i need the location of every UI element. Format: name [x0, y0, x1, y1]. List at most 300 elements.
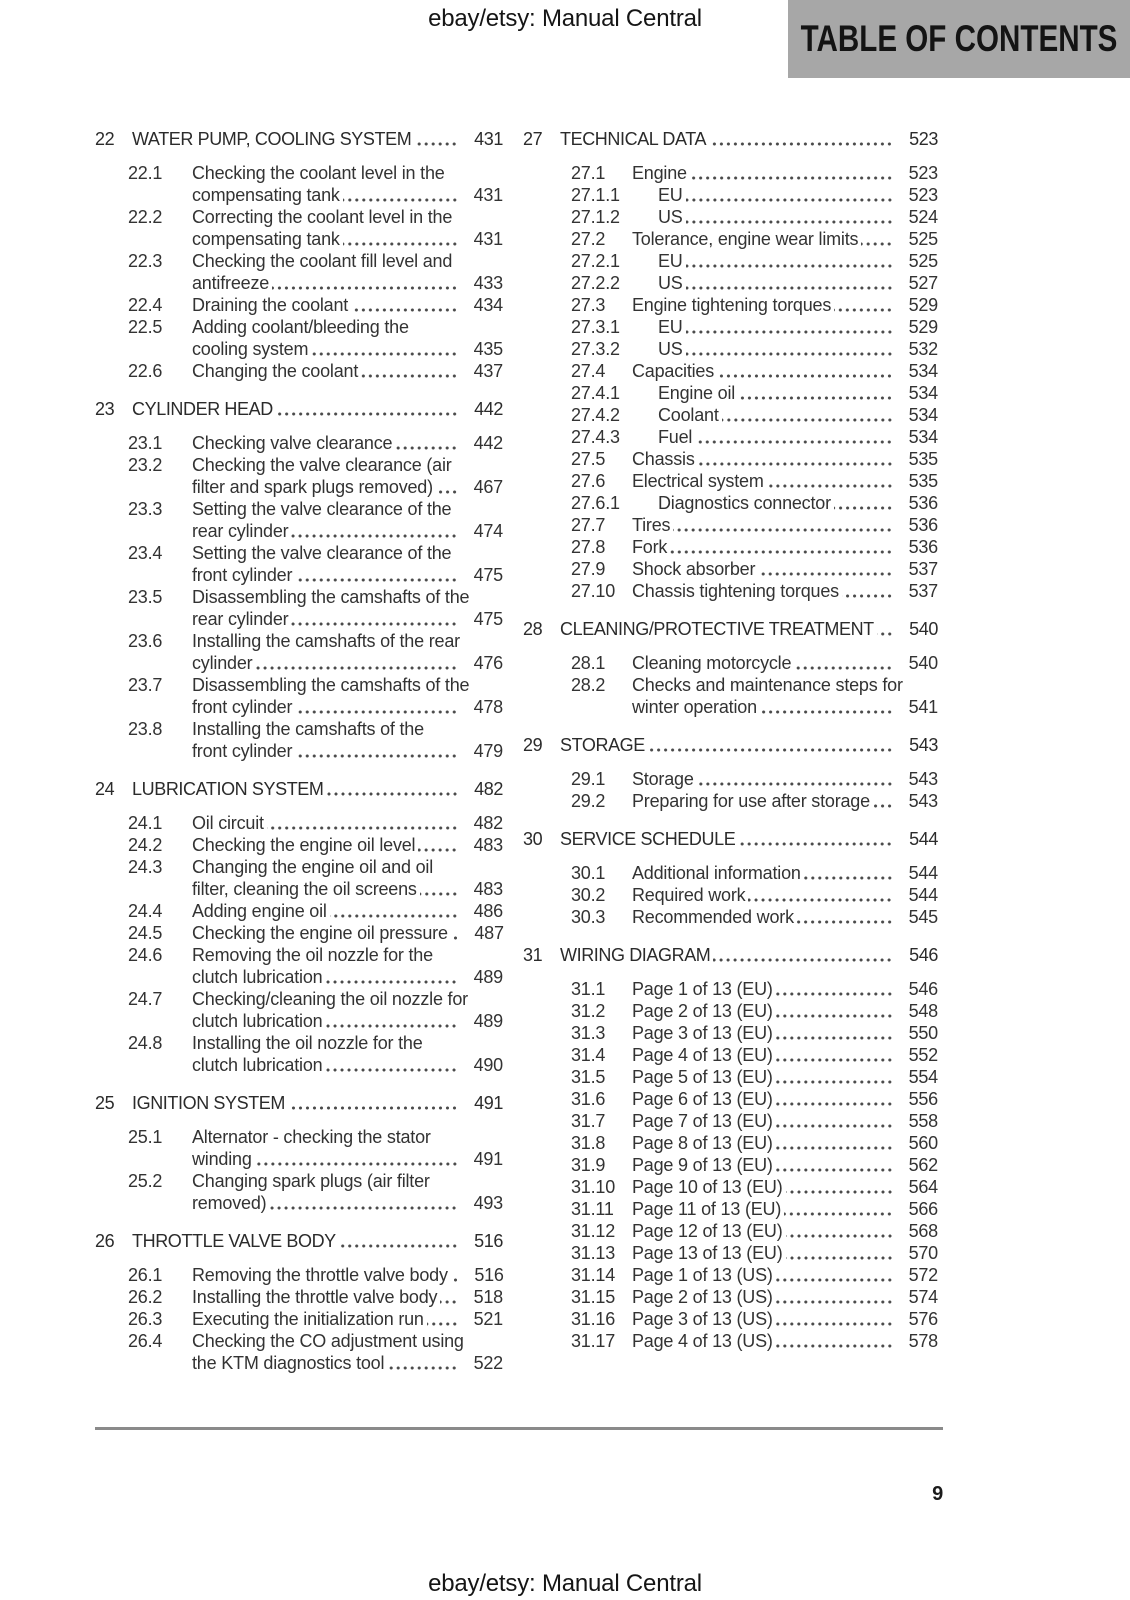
entry-title: cylinder: [192, 653, 253, 673]
entry-page-number: 475: [473, 565, 503, 585]
chapter-entries: [95, 432, 503, 762]
entry-page-number: 535: [908, 449, 938, 469]
chapter-page-number: 516: [474, 1231, 503, 1251]
toc-entry-line: [523, 1088, 938, 1110]
dot-leader: [738, 382, 893, 404]
entry-number: 28.2: [571, 675, 606, 695]
entry-number: 26.4: [128, 1331, 163, 1351]
entry-number: 23.2: [128, 455, 163, 475]
entry-title: Chassis: [632, 449, 695, 469]
chapter-24: [95, 778, 503, 1076]
dot-leader: [343, 228, 458, 250]
entry-number: [128, 520, 192, 542]
entry-page-number: 442: [473, 433, 503, 453]
entry-page-number: 467: [473, 477, 503, 497]
entry-title: Preparing for use after storage: [632, 791, 870, 811]
dot-leader: [776, 1286, 893, 1308]
chapter-heading: [95, 778, 503, 800]
entry-title: Recommended work: [632, 907, 794, 927]
chapter-heading: [523, 128, 938, 150]
chapter-title: CLEANING/PROTECTIVE TREATMENT: [560, 619, 874, 639]
entry-page-number: 552: [908, 1045, 938, 1065]
entry-page-number: 534: [908, 427, 938, 447]
toc-entry-line: [95, 1148, 503, 1170]
entry-page-number: 483: [473, 879, 503, 899]
toc-entry-line: [95, 1330, 503, 1352]
dot-leader: [288, 1092, 458, 1114]
toc-column-left: [95, 128, 503, 1374]
entry-number: [128, 608, 192, 630]
toc-entry-line: [95, 740, 503, 762]
toc-entry-line: [523, 1110, 938, 1132]
dot-leader: [440, 1286, 458, 1308]
banner-title: TABLE OF CONTENTS: [800, 18, 1118, 59]
dot-leader: [451, 1264, 459, 1286]
dot-leader: [717, 360, 893, 382]
entry-title: Oil circuit: [192, 813, 264, 833]
entry-number: 27.8: [571, 537, 606, 557]
toc-entry-line: [95, 162, 503, 184]
entry-page-number: 431: [473, 229, 503, 249]
dot-leader: [776, 1264, 893, 1286]
dot-leader: [255, 652, 458, 674]
toc-entry-line: [523, 696, 938, 718]
entry-title: Required work: [632, 885, 746, 905]
entry-page-number: 564: [908, 1177, 938, 1197]
entry-page-number: 554: [908, 1067, 938, 1087]
entry-title: Changing spark plugs (air filter: [192, 1171, 430, 1191]
toc-entry-line: [95, 608, 503, 630]
entry-page-number: 537: [908, 559, 938, 579]
entry-page-number: 532: [908, 339, 938, 359]
dot-leader: [686, 272, 893, 294]
toc-entry-line: [95, 432, 503, 454]
dot-leader: [686, 316, 893, 338]
dot-leader: [427, 1308, 458, 1330]
entry-title: compensating tank: [192, 229, 340, 249]
entry-title: Checks and maintenance steps for: [632, 675, 903, 695]
entry-number: 23.6: [128, 631, 163, 651]
entry-page-number: 550: [908, 1023, 938, 1043]
dot-leader: [267, 812, 458, 834]
entry-number: 31.4: [571, 1045, 606, 1065]
entry-page-number: 546: [908, 979, 938, 999]
entry-page-number: 434: [473, 295, 503, 315]
toc-entry-line: [95, 1010, 503, 1032]
chapter-31: [523, 944, 938, 1352]
entry-number: 26.3: [128, 1309, 163, 1329]
page-footer-text: ebay/etsy: Manual Central: [428, 1570, 702, 1597]
chapter-30: [523, 828, 938, 928]
entry-number: 29.2: [571, 791, 606, 811]
entry-title: Chassis tightening torques: [632, 581, 839, 601]
entry-title: Installing the camshafts of the rear: [192, 631, 460, 651]
chapter-entries: [95, 812, 503, 1076]
entry-number: [128, 1352, 192, 1374]
entry-number: 24.2: [128, 835, 163, 855]
dot-leader: [776, 1330, 893, 1352]
entry-title: Correcting the coolant level in the: [192, 207, 453, 227]
toc-entry-line: [95, 812, 503, 834]
chapter-page-number: 523: [909, 129, 938, 149]
toc-entry-line: [523, 1066, 938, 1088]
entry-page-number: 556: [908, 1089, 938, 1109]
chapter-entries: [95, 1126, 503, 1214]
chapter-number: 29: [523, 735, 543, 755]
dot-leader: [776, 1000, 893, 1022]
dot-leader: [325, 1010, 458, 1032]
toc-entry-line: [95, 1308, 503, 1330]
entry-title: Changing the coolant: [192, 361, 359, 381]
entry-number: 28.1: [571, 653, 606, 673]
entry-number: 27.3: [571, 295, 606, 315]
entry-page-number: 431: [473, 185, 503, 205]
entry-number: 27.9: [571, 559, 606, 579]
dot-leader: [686, 250, 893, 272]
toc-entry-line: [523, 470, 938, 492]
dot-leader: [784, 1198, 893, 1220]
entry-number: 29.1: [571, 769, 606, 789]
dot-leader: [786, 1176, 894, 1198]
entry-title: Tires: [632, 515, 671, 535]
entry-number: 27.1: [571, 163, 606, 183]
toc-entry-line: [95, 498, 503, 520]
entry-page-number: 576: [908, 1309, 938, 1329]
toc-entry-line: [95, 1170, 503, 1192]
toc-entry-line: [95, 454, 503, 476]
entry-number: 27.1.1: [571, 185, 620, 205]
dot-leader: [327, 778, 459, 800]
entry-title: Page 3 of 13 (EU): [632, 1023, 773, 1043]
dot-leader: [686, 338, 893, 360]
entry-number: 31.8: [571, 1133, 606, 1153]
entry-title: Engine oil: [658, 383, 736, 403]
toc-entry-line: [95, 542, 503, 564]
chapter-number: 23: [95, 399, 115, 419]
entry-page-number: 518: [473, 1287, 503, 1307]
toc-entry-line: [523, 1242, 938, 1264]
dot-leader: [295, 696, 458, 718]
chapter-entries: [523, 862, 938, 928]
dot-leader: [709, 128, 893, 150]
entry-number: [128, 1192, 192, 1214]
entry-number: 31.10: [571, 1177, 616, 1197]
entry-title: Executing the initialization run: [192, 1309, 424, 1329]
entry-number: [128, 564, 192, 586]
entry-title: clutch lubrication: [192, 1011, 323, 1031]
dot-leader: [776, 978, 893, 1000]
entry-number: 31.3: [571, 1023, 606, 1043]
entry-number: 23.4: [128, 543, 163, 563]
toc-entry-line: [95, 1352, 503, 1374]
entry-title: Page 12 of 13 (EU): [632, 1221, 783, 1241]
chapter-title: CYLINDER HEAD: [132, 399, 273, 419]
entry-title: Page 1 of 13 (EU): [632, 979, 773, 999]
chapter-29: [523, 734, 938, 812]
entry-title: US: [658, 273, 683, 293]
entry-title: compensating tank: [192, 185, 340, 205]
entry-number: 31.9: [571, 1155, 606, 1175]
entry-page-number: 536: [908, 515, 938, 535]
entry-title: Draining the coolant: [192, 295, 349, 315]
toc-entry-line: [523, 514, 938, 536]
chapter-heading: [95, 1092, 503, 1114]
chapter-page-number: 540: [909, 619, 938, 639]
toc-entry-line: [95, 630, 503, 652]
entry-page-number: 437: [473, 361, 503, 381]
dot-leader: [436, 476, 458, 498]
chapter-page-number: 543: [909, 735, 938, 755]
entry-title: Fuel: [658, 427, 693, 447]
chapter-heading: [95, 128, 503, 150]
entry-page-number: 522: [473, 1353, 503, 1373]
chapter-entries: [523, 652, 938, 718]
entry-number: 25.1: [128, 1127, 163, 1147]
entry-title: rear cylinder: [192, 609, 289, 629]
chapter-title: THROTTLE VALVE BODY: [132, 1231, 336, 1251]
chapter-page-number: 431: [474, 129, 503, 149]
entry-title: Page 9 of 13 (EU): [632, 1155, 773, 1175]
entry-title: Installing the camshafts of the: [192, 719, 424, 739]
entry-number: [128, 740, 192, 762]
entry-number: 31.7: [571, 1111, 606, 1131]
entry-title: front cylinder: [192, 565, 293, 585]
entry-page-number: 493: [473, 1193, 503, 1213]
dot-leader: [738, 828, 893, 850]
table-of-contents: [95, 128, 938, 1374]
dot-leader: [295, 564, 458, 586]
entry-page-number: 541: [908, 697, 938, 717]
entry-page-number: 578: [908, 1331, 938, 1351]
entry-page-number: 544: [908, 863, 938, 883]
dot-leader: [351, 294, 458, 316]
entry-number: 27.10: [571, 581, 616, 601]
dot-leader: [767, 470, 893, 492]
entry-page-number: 560: [908, 1133, 938, 1153]
toc-entry-line: [95, 718, 503, 740]
toc-entry-line: [523, 790, 938, 812]
chapter-entries: [95, 1264, 503, 1374]
entry-title: filter and spark plugs removed): [192, 477, 433, 497]
entry-page-number: 523: [908, 163, 938, 183]
entry-page-number: 482: [473, 813, 503, 833]
entry-number: 24.7: [128, 989, 163, 1009]
dot-leader: [776, 1132, 893, 1154]
entry-title: Adding coolant/bleeding the: [192, 317, 409, 337]
entry-number: 22.5: [128, 317, 163, 337]
entry-number: [128, 184, 192, 206]
entry-number: 26.1: [128, 1265, 163, 1285]
entry-title: antifreeze: [192, 273, 270, 293]
toc-entry-line: [95, 520, 503, 542]
entry-title: Checking the coolant fill level and: [192, 251, 453, 271]
entry-number: 24.8: [128, 1033, 163, 1053]
entry-page-number: 476: [473, 653, 503, 673]
toc-entry-line: [95, 1054, 503, 1076]
chapter-23: [95, 398, 503, 762]
chapter-page-number: 482: [474, 779, 503, 799]
entry-page-number: 566: [908, 1199, 938, 1219]
toc-entry-line: [523, 228, 938, 250]
toc-entry-line: [523, 272, 938, 294]
dot-leader: [414, 128, 458, 150]
dot-leader: [269, 1192, 458, 1214]
entry-title: Checking the coolant level in the: [192, 163, 445, 183]
entry-page-number: 525: [908, 251, 938, 271]
entry-title: US: [658, 207, 683, 227]
chapter-27: [523, 128, 938, 602]
toc-entry-line: [523, 978, 938, 1000]
toc-entry-line: [523, 294, 938, 316]
chapter-page-number: 491: [474, 1093, 503, 1113]
dot-leader: [291, 520, 458, 542]
dot-leader: [786, 1220, 894, 1242]
toc-entry-line: [95, 564, 503, 586]
entry-number: 26.2: [128, 1287, 163, 1307]
entry-number: [128, 1054, 192, 1076]
dot-leader: [395, 432, 458, 454]
entry-number: 31.12: [571, 1221, 616, 1241]
entry-number: 27.4.2: [571, 405, 620, 425]
entry-number: 24.3: [128, 857, 163, 877]
toc-entry-line: [523, 1308, 938, 1330]
entry-title: Engine tightening torques: [632, 295, 832, 315]
entry-page-number: 529: [908, 295, 938, 315]
entry-number: 27.6.1: [571, 493, 620, 513]
entry-number: 31.6: [571, 1089, 606, 1109]
entry-page-number: 568: [908, 1221, 938, 1241]
dot-leader: [776, 1066, 893, 1088]
entry-number: [128, 966, 192, 988]
entry-page-number: 491: [473, 1149, 503, 1169]
dot-leader: [834, 294, 893, 316]
toc-entry-line: [523, 1154, 938, 1176]
entry-number: 24.4: [128, 901, 163, 921]
toc-entry-line: [523, 558, 938, 580]
entry-number: 27.2: [571, 229, 606, 249]
toc-entry-line: [523, 906, 938, 928]
toc-entry-line: [523, 162, 938, 184]
chapter-page-number: 442: [474, 399, 503, 419]
dot-leader: [722, 404, 893, 426]
entry-number: [128, 228, 192, 250]
entry-title: Electrical system: [632, 471, 764, 491]
toc-entry-line: [523, 884, 938, 906]
chapter-title: IGNITION SYSTEM: [132, 1093, 286, 1113]
entry-title: Additional information: [632, 863, 801, 883]
dot-leader: [760, 696, 893, 718]
toc-entry-line: [523, 1330, 938, 1352]
dot-leader: [776, 1110, 893, 1132]
toc-entry-line: [95, 878, 503, 900]
chapter-number: 27: [523, 129, 543, 149]
entry-page-number: 562: [908, 1155, 938, 1175]
toc-entry-line: [523, 184, 938, 206]
chapter-number: 30: [523, 829, 543, 849]
entry-page-number: 536: [908, 537, 938, 557]
chapter-number: 24: [95, 779, 115, 799]
entry-title: Capacities: [632, 361, 715, 381]
chapter-title: TECHNICAL DATA: [560, 129, 707, 149]
dot-leader: [776, 1044, 893, 1066]
dot-leader: [697, 768, 893, 790]
entry-page-number: 572: [908, 1265, 938, 1285]
toc-entry-line: [95, 1286, 503, 1308]
entry-number: 24.6: [128, 945, 163, 965]
entry-title: Installing the throttle valve body: [192, 1287, 438, 1307]
entry-number: 31.16: [571, 1309, 616, 1329]
toc-entry-line: [95, 856, 503, 878]
toc-entry-line: [95, 272, 503, 294]
entry-title: Page 10 of 13 (EU): [632, 1177, 783, 1197]
entry-page-number: 525: [908, 229, 938, 249]
dot-leader: [748, 884, 893, 906]
toc-entry-line: [523, 382, 938, 404]
entry-number: [128, 338, 192, 360]
entry-title: Page 7 of 13 (EU): [632, 1111, 773, 1131]
entry-title: Page 2 of 13 (EU): [632, 1001, 773, 1021]
entry-number: 31.11: [571, 1199, 614, 1219]
entry-title: Diagnostics connector: [658, 493, 831, 513]
dot-leader: [776, 1308, 893, 1330]
entry-number: 27.5: [571, 449, 606, 469]
chapter-number: 28: [523, 619, 543, 639]
entry-number: 27.1.2: [571, 207, 620, 227]
entry-title: Page 5 of 13 (EU): [632, 1067, 773, 1087]
dot-leader: [339, 1230, 458, 1252]
entry-number: 24.1: [128, 813, 163, 833]
entry-page-number: 523: [908, 185, 938, 205]
entry-title: removed): [192, 1193, 267, 1213]
entry-page-number: 570: [908, 1243, 938, 1263]
entry-title: Engine: [632, 163, 687, 183]
chapter-heading: [95, 398, 503, 420]
entry-number: 27.4.3: [571, 427, 620, 447]
entry-title: Page 1 of 13 (US): [632, 1265, 773, 1285]
toc-entry-line: [95, 988, 503, 1010]
entry-page-number: 435: [473, 339, 503, 359]
chapter-entries: [523, 978, 938, 1352]
chapter-heading: [95, 1230, 503, 1252]
page-number: 9: [932, 1483, 943, 1505]
dot-leader: [695, 426, 893, 448]
chapter-title: LUBRICATION SYSTEM: [132, 779, 324, 799]
entry-title: front cylinder: [192, 741, 293, 761]
entry-number: 25.2: [128, 1171, 163, 1191]
table-of-contents-banner: [788, 0, 1130, 78]
toc-entry-line: [95, 652, 503, 674]
entry-title: Installing the oil nozzle for the: [192, 1033, 423, 1053]
chapter-title: WIRING DIAGRAM: [560, 945, 711, 965]
dot-leader: [420, 878, 458, 900]
entry-page-number: 545: [908, 907, 938, 927]
chapter-entries: [523, 162, 938, 602]
entry-number: 27.4.1: [571, 383, 620, 403]
dot-leader: [834, 492, 893, 514]
entry-title: Page 11 of 13 (EU): [632, 1199, 782, 1219]
entry-title: Alternator - checking the stator: [192, 1127, 431, 1147]
entry-page-number: 489: [473, 967, 503, 987]
toc-entry-line: [523, 206, 938, 228]
dot-leader: [786, 1242, 894, 1264]
entry-title: Setting the valve clearance of the: [192, 543, 452, 563]
entry-title: Checking the engine oil level: [192, 835, 416, 855]
entry-page-number: 489: [473, 1011, 503, 1031]
entry-title: Tolerance, engine wear limits: [632, 229, 859, 249]
entry-page-number: 483: [473, 835, 503, 855]
toc-entry-line: [523, 1198, 938, 1220]
dot-leader: [776, 1022, 893, 1044]
